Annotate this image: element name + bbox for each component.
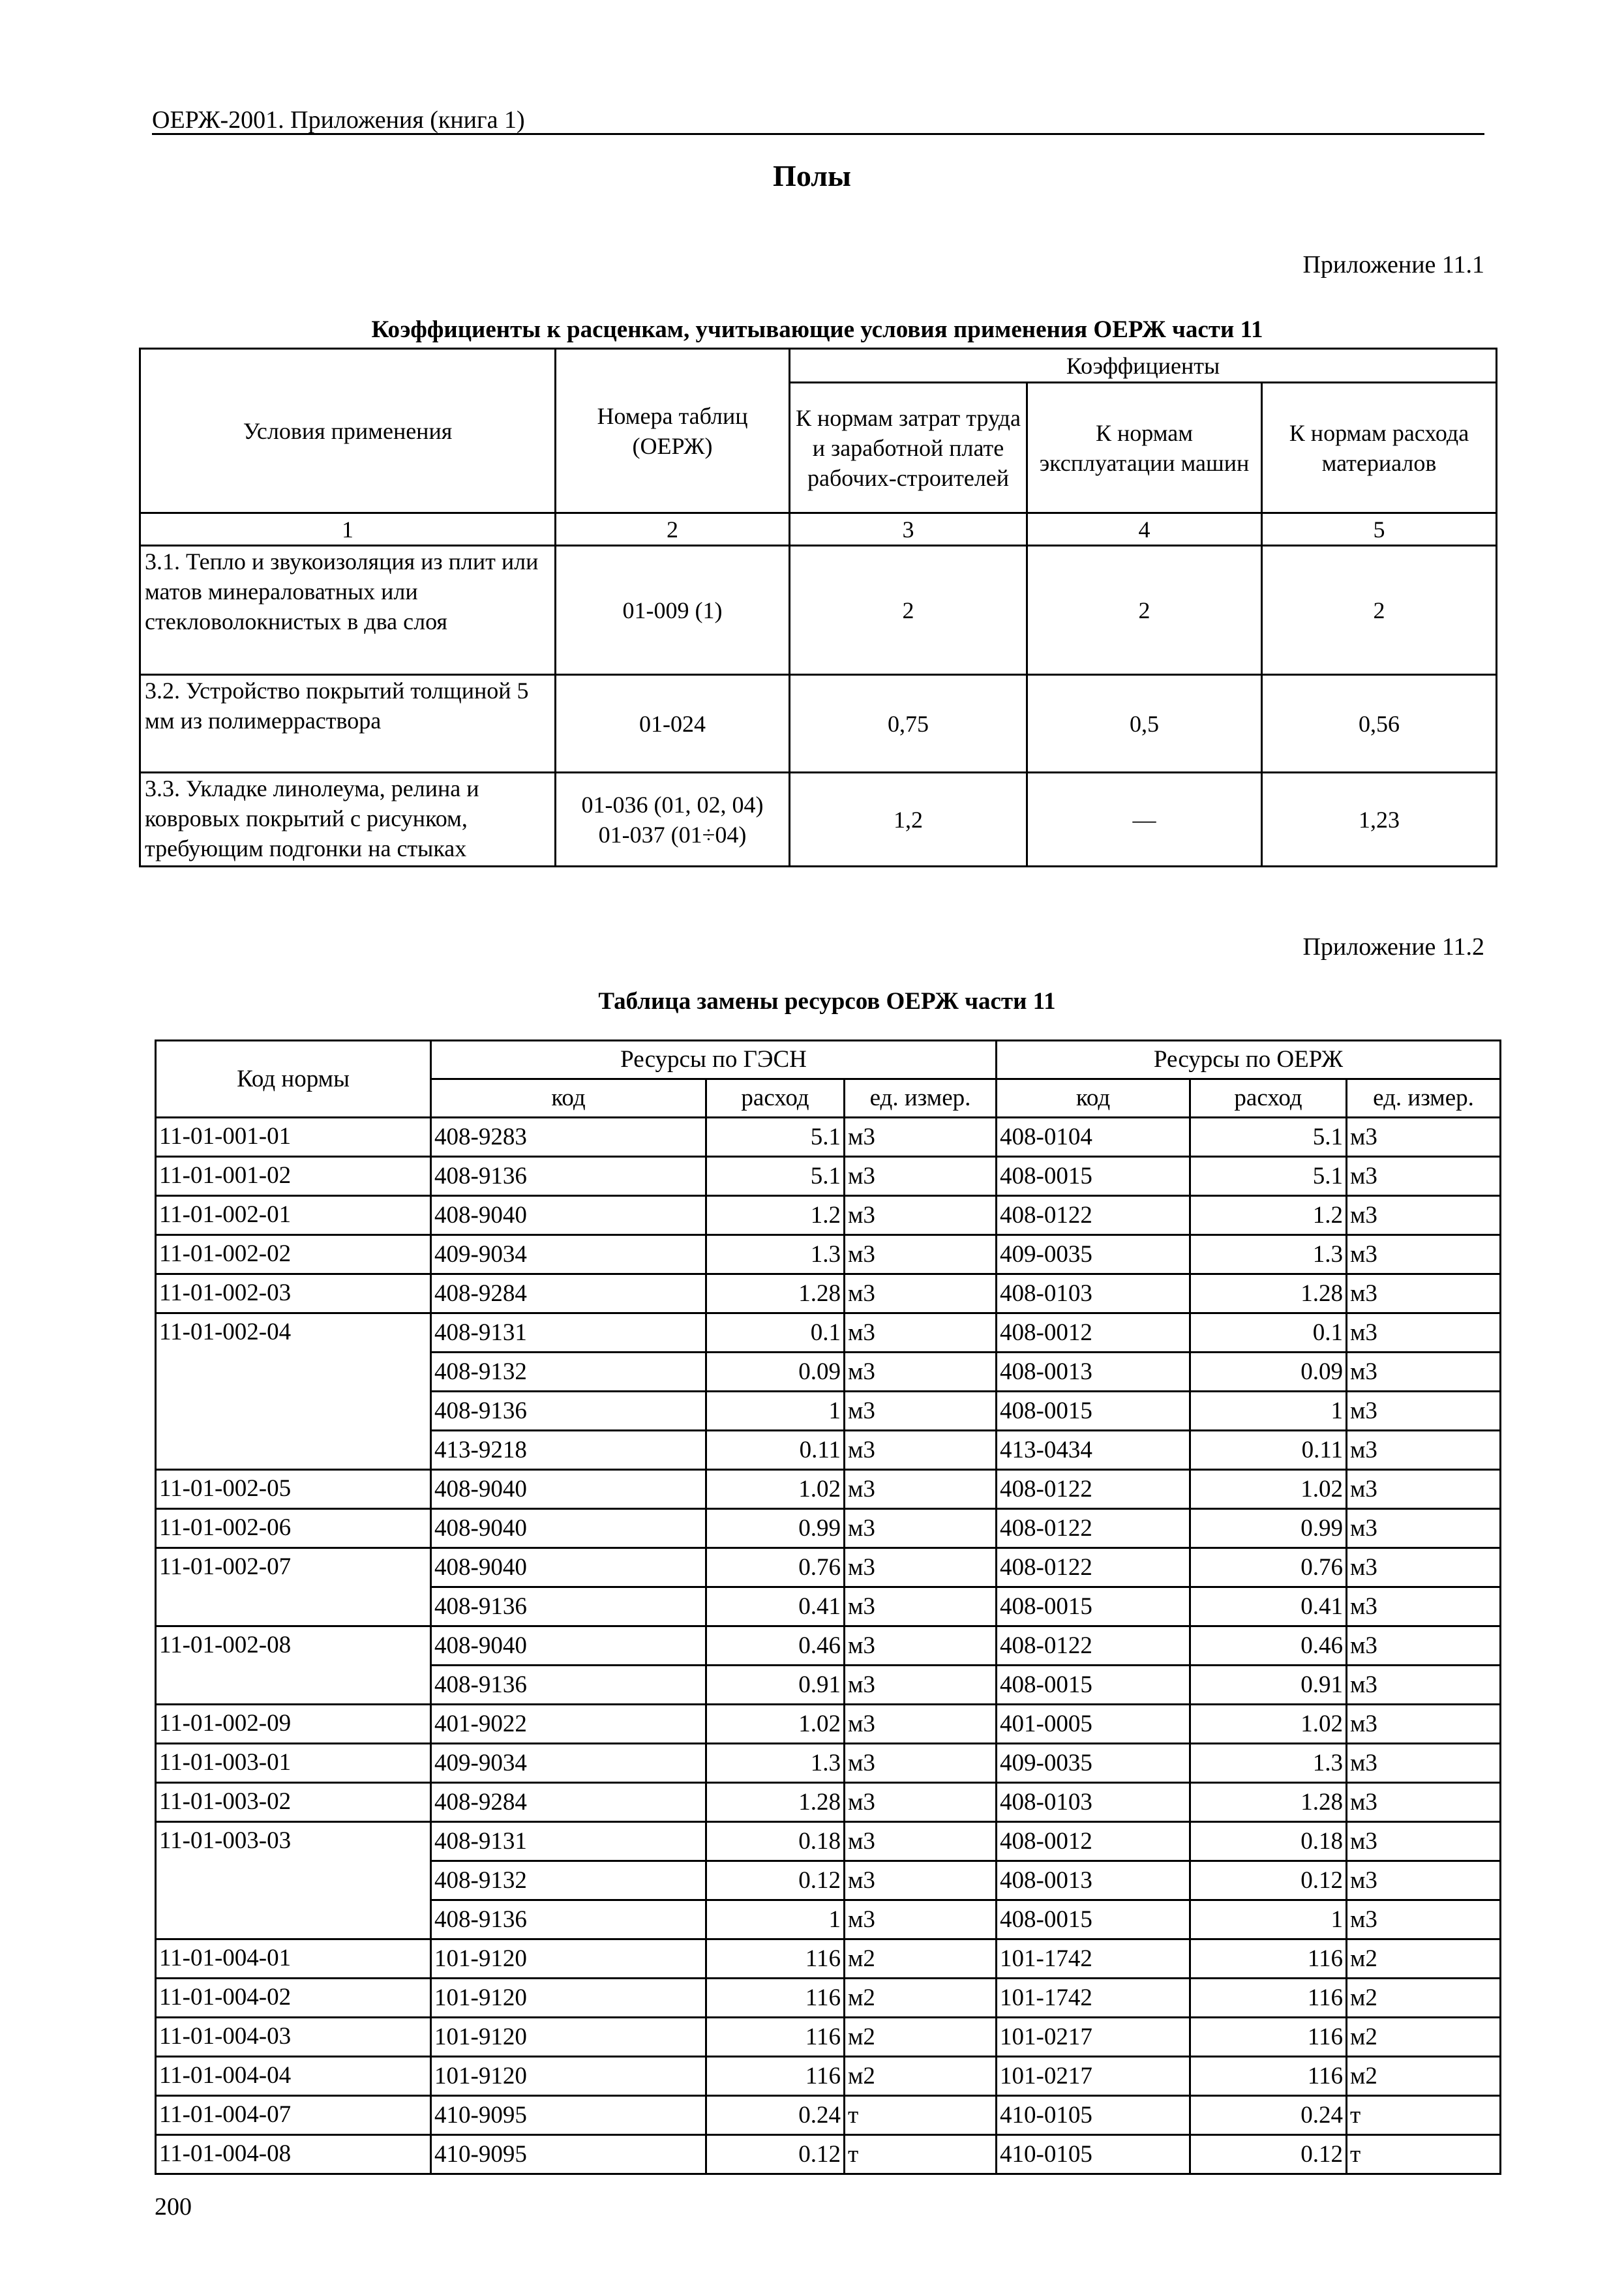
gesn-code-cell: 408-9284 — [431, 1274, 706, 1313]
oerzh-code-cell: 101-1742 — [997, 1979, 1190, 2018]
gesn-unit-cell: м2 — [845, 1979, 997, 2018]
coefficients-table — [139, 348, 1497, 867]
norm-code-cell: 11-01-002-02 — [156, 1235, 431, 1274]
norm-code-cell: 11-01-003-01 — [156, 1744, 431, 1783]
col-number: 5 — [1262, 513, 1497, 546]
oerzh-code-cell: 408-0015 — [997, 1157, 1190, 1196]
table-row — [156, 1783, 1501, 1822]
gesn-consumption-cell: 5.1 — [706, 1118, 845, 1157]
gesn-code-cell: 408-9136 — [431, 1392, 706, 1431]
oerzh-consumption-cell: 1.28 — [1190, 1783, 1347, 1822]
gesn-code-cell: 408-9284 — [431, 1783, 706, 1822]
norm-code-cell: 11-01-002-06 — [156, 1509, 431, 1548]
gesn-consumption-cell: 0.12 — [706, 2135, 845, 2174]
gesn-unit-cell: м3 — [845, 1548, 997, 1587]
labor-coefficient: 2 — [790, 546, 1027, 675]
gesn-code-cell: 410-9095 — [431, 2096, 706, 2135]
gesn-consumption-cell: 0.09 — [706, 1353, 845, 1392]
table-2-caption: Таблица замены ресурсов ОЕРЖ части 11 — [598, 988, 1056, 1015]
oerzh-consumption-cell: 0.76 — [1190, 1548, 1347, 1587]
gesn-unit-cell: т — [845, 2135, 997, 2174]
oerzh-code-cell: 408-0013 — [997, 1353, 1190, 1392]
gesn-code-cell: 408-9132 — [431, 1861, 706, 1900]
oerzh-code-cell: 410-0105 — [997, 2096, 1190, 2135]
gesn-consumption-cell: 116 — [706, 1939, 845, 1979]
norm-code-cell: 11-01-003-02 — [156, 1783, 431, 1822]
oerzh-unit-cell: м3 — [1347, 1274, 1501, 1313]
norm-code-cell: 11-01-003-03 — [156, 1822, 431, 1939]
gesn-consumption-cell: 1.3 — [706, 1235, 845, 1274]
gesn-unit-cell: м2 — [845, 2018, 997, 2057]
gesn-unit-cell: м3 — [845, 1235, 997, 1274]
materials-coefficient: 0,56 — [1262, 675, 1497, 773]
gesn-unit-cell: м2 — [845, 1939, 997, 1979]
materials-coefficient: 1,23 — [1262, 773, 1497, 867]
norm-code-cell: 11-01-001-01 — [156, 1118, 431, 1157]
table-row — [156, 2057, 1501, 2096]
oerzh-consumption-cell: 1.28 — [1190, 1274, 1347, 1313]
oerzh-consumption-cell: 0.11 — [1190, 1431, 1347, 1470]
oerzh-consumption-cell: 0.09 — [1190, 1353, 1347, 1392]
table-number-line: 01-036 (01, 02, 04) — [581, 791, 764, 818]
col-number: 2 — [556, 513, 790, 546]
gesn-code-cell: 409-9034 — [431, 1235, 706, 1274]
header-oerzh-consumption: расход — [1190, 1079, 1347, 1118]
materials-coefficient: 2 — [1262, 546, 1497, 675]
oerzh-unit-cell: м3 — [1347, 1548, 1501, 1587]
header-gesn-unit: ед. измер. — [845, 1079, 997, 1118]
gesn-consumption-cell: 116 — [706, 2018, 845, 2057]
gesn-consumption-cell: 0.24 — [706, 2096, 845, 2135]
column-number-row — [140, 513, 1497, 546]
table-row — [156, 1118, 1501, 1157]
gesn-unit-cell: м3 — [845, 1431, 997, 1470]
gesn-code-cell: 408-9132 — [431, 1353, 706, 1392]
gesn-unit-cell: т — [845, 2096, 997, 2135]
page-title: Полы — [773, 159, 851, 192]
gesn-code-cell: 401-9022 — [431, 1705, 706, 1744]
oerzh-consumption-cell: 116 — [1190, 2057, 1347, 2096]
gesn-code-cell: 408-9136 — [431, 1157, 706, 1196]
oerzh-code-cell: 408-0012 — [997, 1822, 1190, 1861]
gesn-code-cell: 409-9034 — [431, 1744, 706, 1783]
oerzh-code-cell: 409-0035 — [997, 1744, 1190, 1783]
oerzh-code-cell: 408-0122 — [997, 1548, 1190, 1587]
oerzh-consumption-cell: 0.1 — [1190, 1313, 1347, 1353]
gesn-unit-cell: м3 — [845, 1666, 997, 1705]
oerzh-unit-cell: м3 — [1347, 1235, 1501, 1274]
oerzh-unit-cell: м3 — [1347, 1509, 1501, 1548]
table-row — [156, 1509, 1501, 1548]
labor-coefficient: 1,2 — [790, 773, 1027, 867]
oerzh-unit-cell: м3 — [1347, 1666, 1501, 1705]
oerzh-code-cell: 101-0217 — [997, 2057, 1190, 2096]
oerzh-consumption-cell: 1.3 — [1190, 1235, 1347, 1274]
oerzh-unit-cell: м3 — [1347, 1353, 1501, 1392]
oerzh-unit-cell: м3 — [1347, 1313, 1501, 1353]
oerzh-consumption-cell: 0.91 — [1190, 1666, 1347, 1705]
oerzh-unit-cell: м3 — [1347, 1392, 1501, 1431]
gesn-consumption-cell: 0.41 — [706, 1587, 845, 1626]
table-row — [156, 1939, 1501, 1979]
oerzh-unit-cell: м3 — [1347, 1900, 1501, 1939]
table-number-cell — [556, 773, 790, 867]
gesn-unit-cell: м3 — [845, 1744, 997, 1783]
col-number: 4 — [1027, 513, 1262, 546]
oerzh-code-cell: 101-0217 — [997, 2018, 1190, 2057]
oerzh-code-cell: 409-0035 — [997, 1235, 1190, 1274]
table-row — [156, 1470, 1501, 1509]
oerzh-unit-cell: м3 — [1347, 1470, 1501, 1509]
gesn-code-cell: 408-9136 — [431, 1666, 706, 1705]
oerzh-unit-cell: м3 — [1347, 1783, 1501, 1822]
oerzh-consumption-cell: 0.18 — [1190, 1822, 1347, 1861]
oerzh-consumption-cell: 0.41 — [1190, 1587, 1347, 1626]
gesn-unit-cell: м3 — [845, 1783, 997, 1822]
oerzh-code-cell: 408-0103 — [997, 1274, 1190, 1313]
gesn-unit-cell: м3 — [845, 1861, 997, 1900]
gesn-unit-cell: м3 — [845, 1587, 997, 1626]
resource-replacement-table — [155, 1040, 1501, 2175]
page-number: 200 — [155, 2193, 192, 2221]
header-conditions: Условия применения — [140, 349, 556, 513]
oerzh-code-cell: 401-0005 — [997, 1705, 1190, 1744]
gesn-consumption-cell: 0.12 — [706, 1861, 845, 1900]
gesn-consumption-cell: 0.46 — [706, 1626, 845, 1666]
oerzh-unit-cell: м3 — [1347, 1822, 1501, 1861]
oerzh-unit-cell: м2 — [1347, 2057, 1501, 2096]
gesn-consumption-cell: 116 — [706, 2057, 845, 2096]
oerzh-code-cell: 408-0122 — [997, 1196, 1190, 1235]
table-number-cell: 01-009 (1) — [556, 546, 790, 675]
col-number: 1 — [140, 513, 556, 546]
header-divider — [152, 133, 1484, 135]
gesn-unit-cell: м2 — [845, 2057, 997, 2096]
table-row — [156, 2096, 1501, 2135]
oerzh-unit-cell: м3 — [1347, 1626, 1501, 1666]
gesn-unit-cell: м3 — [845, 1157, 997, 1196]
header-labor: К нормам затрат труда и заработной плате рабочих-строителей — [790, 383, 1027, 513]
gesn-unit-cell: м3 — [845, 1118, 997, 1157]
oerzh-unit-cell: м3 — [1347, 1744, 1501, 1783]
table-row — [156, 1274, 1501, 1313]
gesn-code-cell: 410-9095 — [431, 2135, 706, 2174]
header-oerzh-code: код — [997, 1079, 1190, 1118]
gesn-unit-cell: м3 — [845, 1196, 997, 1235]
table-row — [156, 1705, 1501, 1744]
gesn-consumption-cell: 116 — [706, 1979, 845, 2018]
oerzh-consumption-cell: 1 — [1190, 1392, 1347, 1431]
gesn-code-cell: 101-9120 — [431, 1979, 706, 2018]
gesn-consumption-cell: 1 — [706, 1392, 845, 1431]
norm-code-cell: 11-01-002-08 — [156, 1626, 431, 1705]
gesn-consumption-cell: 1.02 — [706, 1470, 845, 1509]
gesn-code-cell: 408-9136 — [431, 1587, 706, 1626]
table-1-caption: Коэффициенты к расценкам, учитывающие условия применения ОЕРЖ части 11 — [371, 316, 1263, 343]
oerzh-unit-cell: т — [1347, 2135, 1501, 2174]
gesn-consumption-cell: 1.28 — [706, 1783, 845, 1822]
gesn-unit-cell: м3 — [845, 1313, 997, 1353]
table-row — [156, 1626, 1501, 1666]
oerzh-code-cell: 413-0434 — [997, 1431, 1190, 1470]
header-gesn-code: код — [431, 1079, 706, 1118]
gesn-code-cell: 101-9120 — [431, 2018, 706, 2057]
table-number-cell: 01-024 — [556, 675, 790, 773]
gesn-code-cell: 408-9131 — [431, 1313, 706, 1353]
norm-code-cell: 11-01-001-02 — [156, 1157, 431, 1196]
condition-cell: 3.3. Укладке линолеума, релина и ковровых покрытий с рисунком, требующим подгонки на стыках — [140, 773, 556, 867]
gesn-consumption-cell: 0.18 — [706, 1822, 845, 1861]
norm-code-cell: 11-01-002-05 — [156, 1470, 431, 1509]
norm-code-cell: 11-01-004-07 — [156, 2096, 431, 2135]
gesn-consumption-cell: 1.3 — [706, 1744, 845, 1783]
oerzh-code-cell: 408-0122 — [997, 1626, 1190, 1666]
table-row — [140, 773, 1497, 867]
gesn-consumption-cell: 5.1 — [706, 1157, 845, 1196]
table-row — [156, 1822, 1501, 1861]
appendix-11-1-label: Приложение 11.1 — [1302, 251, 1484, 278]
gesn-consumption-cell: 0.11 — [706, 1431, 845, 1470]
gesn-consumption-cell: 0.91 — [706, 1666, 845, 1705]
gesn-code-cell: 408-9040 — [431, 1626, 706, 1666]
table-row — [156, 1235, 1501, 1274]
gesn-unit-cell: м3 — [845, 1626, 997, 1666]
oerzh-unit-cell: м3 — [1347, 1196, 1501, 1235]
gesn-consumption-cell: 1.02 — [706, 1705, 845, 1744]
oerzh-consumption-cell: 1.02 — [1190, 1470, 1347, 1509]
oerzh-unit-cell: м2 — [1347, 2018, 1501, 2057]
table-row — [156, 1548, 1501, 1587]
oerzh-consumption-cell: 116 — [1190, 1979, 1347, 2018]
gesn-code-cell: 408-9283 — [431, 1118, 706, 1157]
gesn-code-cell: 101-9120 — [431, 2057, 706, 2096]
oerzh-consumption-cell: 0.46 — [1190, 1626, 1347, 1666]
norm-code-cell: 11-01-004-02 — [156, 1979, 431, 2018]
norm-code-cell: 11-01-002-09 — [156, 1705, 431, 1744]
gesn-unit-cell: м3 — [845, 1900, 997, 1939]
oerzh-code-cell: 408-0015 — [997, 1666, 1190, 1705]
oerzh-code-cell: 408-0015 — [997, 1900, 1190, 1939]
table-row — [156, 1979, 1501, 2018]
norm-code-cell: 11-01-004-08 — [156, 2135, 431, 2174]
oerzh-code-cell: 408-0015 — [997, 1392, 1190, 1431]
gesn-code-cell: 413-9218 — [431, 1431, 706, 1470]
gesn-consumption-cell: 1.28 — [706, 1274, 845, 1313]
gesn-code-cell: 408-9040 — [431, 1548, 706, 1587]
gesn-code-cell: 408-9131 — [431, 1822, 706, 1861]
oerzh-consumption-cell: 0.24 — [1190, 2096, 1347, 2135]
header-machines: К нормам эксплуатации машин — [1027, 383, 1262, 513]
oerzh-code-cell: 408-0103 — [997, 1783, 1190, 1822]
oerzh-consumption-cell: 1.3 — [1190, 1744, 1347, 1783]
oerzh-code-cell: 408-0012 — [997, 1313, 1190, 1353]
oerzh-consumption-cell: 5.1 — [1190, 1118, 1347, 1157]
table-row — [140, 675, 1497, 773]
appendix-11-2-label: Приложение 11.2 — [1302, 933, 1484, 961]
table-row — [156, 1744, 1501, 1783]
oerzh-unit-cell: м2 — [1347, 1979, 1501, 2018]
oerzh-code-cell: 101-1742 — [997, 1939, 1190, 1979]
oerzh-code-cell: 408-0015 — [997, 1587, 1190, 1626]
oerzh-consumption-cell: 0.99 — [1190, 1509, 1347, 1548]
running-header: ОЕРЖ-2001. Приложения (книга 1) — [152, 106, 525, 134]
gesn-code-cell: 408-9136 — [431, 1900, 706, 1939]
condition-cell: 3.2. Устройство покрытий толщиной 5 мм из полимерраствора — [140, 675, 556, 773]
gesn-consumption-cell: 1.2 — [706, 1196, 845, 1235]
resource-table-body — [156, 1118, 1501, 2174]
header-oerzh-resources: Ресурсы по ОЕРЖ — [997, 1041, 1501, 1079]
table-row — [156, 2135, 1501, 2174]
header-norm-code: Код нормы — [156, 1041, 431, 1118]
oerzh-consumption-cell: 1.2 — [1190, 1196, 1347, 1235]
oerzh-unit-cell: м3 — [1347, 1861, 1501, 1900]
oerzh-code-cell: 408-0104 — [997, 1118, 1190, 1157]
condition-cell: 3.1. Тепло и звукоизоляция из плит или матов минераловатных или стекловолокнистых в два слоя — [140, 546, 556, 675]
gesn-unit-cell: м3 — [845, 1353, 997, 1392]
oerzh-unit-cell: м3 — [1347, 1118, 1501, 1157]
oerzh-consumption-cell: 0.12 — [1190, 1861, 1347, 1900]
gesn-unit-cell: м3 — [845, 1392, 997, 1431]
oerzh-unit-cell: м3 — [1347, 1157, 1501, 1196]
machines-coefficient: — — [1027, 773, 1262, 867]
oerzh-consumption-cell: 0.12 — [1190, 2135, 1347, 2174]
oerzh-code-cell: 408-0013 — [997, 1861, 1190, 1900]
gesn-unit-cell: м3 — [845, 1509, 997, 1548]
gesn-code-cell: 408-9040 — [431, 1509, 706, 1548]
oerzh-code-cell: 410-0105 — [997, 2135, 1190, 2174]
norm-code-cell: 11-01-004-01 — [156, 1939, 431, 1979]
norm-code-cell: 11-01-004-03 — [156, 2018, 431, 2057]
header-materials: К нормам расхода материалов — [1262, 383, 1497, 513]
oerzh-consumption-cell: 1 — [1190, 1900, 1347, 1939]
oerzh-unit-cell: м2 — [1347, 1939, 1501, 1979]
table-row — [156, 1313, 1501, 1353]
norm-code-cell: 11-01-002-03 — [156, 1274, 431, 1313]
norm-code-cell: 11-01-002-04 — [156, 1313, 431, 1470]
machines-coefficient: 2 — [1027, 546, 1262, 675]
gesn-consumption-cell: 0.76 — [706, 1548, 845, 1587]
table-row — [156, 1196, 1501, 1235]
gesn-code-cell: 408-9040 — [431, 1196, 706, 1235]
oerzh-unit-cell: м3 — [1347, 1431, 1501, 1470]
norm-code-cell: 11-01-004-04 — [156, 2057, 431, 2096]
gesn-consumption-cell: 0.1 — [706, 1313, 845, 1353]
header-oerzh-unit: ед. измер. — [1347, 1079, 1501, 1118]
table-row — [156, 2018, 1501, 2057]
header-coefficients: Коэффициенты — [790, 349, 1497, 383]
col-number: 3 — [790, 513, 1027, 546]
oerzh-unit-cell: м3 — [1347, 1705, 1501, 1744]
gesn-consumption-cell: 1 — [706, 1900, 845, 1939]
oerzh-consumption-cell: 116 — [1190, 2018, 1347, 2057]
norm-code-cell: 11-01-002-01 — [156, 1196, 431, 1235]
oerzh-unit-cell: т — [1347, 2096, 1501, 2135]
machines-coefficient: 0,5 — [1027, 675, 1262, 773]
oerzh-unit-cell: м3 — [1347, 1587, 1501, 1626]
labor-coefficient: 0,75 — [790, 675, 1027, 773]
gesn-unit-cell: м3 — [845, 1274, 997, 1313]
oerzh-code-cell: 408-0122 — [997, 1470, 1190, 1509]
table-row — [140, 546, 1497, 675]
gesn-code-cell: 101-9120 — [431, 1939, 706, 1979]
norm-code-cell: 11-01-002-07 — [156, 1548, 431, 1626]
table-number-line: 01-037 (01÷04) — [598, 821, 747, 848]
gesn-unit-cell: м3 — [845, 1822, 997, 1861]
table-row — [156, 1157, 1501, 1196]
gesn-unit-cell: м3 — [845, 1470, 997, 1509]
header-gesn-resources: Ресурсы по ГЭСН — [431, 1041, 997, 1079]
gesn-unit-cell: м3 — [845, 1705, 997, 1744]
oerzh-consumption-cell: 5.1 — [1190, 1157, 1347, 1196]
gesn-consumption-cell: 0.99 — [706, 1509, 845, 1548]
oerzh-consumption-cell: 116 — [1190, 1939, 1347, 1979]
header-gesn-consumption: расход — [706, 1079, 845, 1118]
gesn-code-cell: 408-9040 — [431, 1470, 706, 1509]
oerzh-consumption-cell: 1.02 — [1190, 1705, 1347, 1744]
oerzh-code-cell: 408-0122 — [997, 1509, 1190, 1548]
header-table-numbers: Номера таблиц (ОЕРЖ) — [556, 349, 790, 513]
